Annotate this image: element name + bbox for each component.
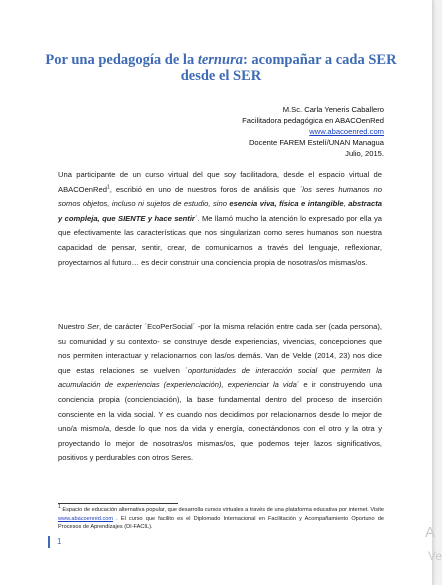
document-date: Julio, 2015. xyxy=(345,149,384,158)
document-title xyxy=(40,52,402,84)
footnote-number: 1 xyxy=(58,504,61,511)
author-website-link[interactable]: www.abacoenred.com xyxy=(309,127,384,136)
p1-quote-1: ´los seres humanos no somos objetos, incluso ni sujetos de estudio, sino xyxy=(58,184,382,209)
p1-quote-end: ´ xyxy=(194,213,198,223)
author-affiliation: Docente FAREM Estelí/UNAN Managua xyxy=(248,138,384,147)
footnote-link[interactable]: www.abacoenred.com xyxy=(58,515,114,522)
title-part-1: Por una pedagogía de la xyxy=(45,52,198,68)
title-part-2: : acompañar a cada SER desde el SER xyxy=(180,52,397,84)
page-number-bar xyxy=(48,536,50,548)
watermark-line-1: A xyxy=(425,524,436,541)
p2-text-1: Nuestro xyxy=(58,322,88,331)
p2-text-2: , de carácter ´EcoPerSocial´ -por la misma relación entre cada ser (cada persona), su comunidad y su contexto- se construye desde experiencias, vivencias, concepciones que nos permiten interactuar y relacionarnos con las/os demás. Van de Velde (2014, 23) nos dice que estas relaciones se vuelven ´ xyxy=(58,322,383,375)
p1-quote-bold-1: esencia viva, física e intangible xyxy=(229,199,344,209)
paragraph-2 xyxy=(58,320,382,466)
author-block xyxy=(242,104,384,159)
p1-text-3: . Me llamó mucho la atención lo expresado por ella ya que efectivamente las características que nos singularizan como seres humanos son nuestra capacidad de pensar, sentir, crear, de comunicarnos a través del lenguaje, reflexionar, proyectarnos al futuro… es decir construir una conciencia propia de nosotras/os mismas/os. xyxy=(58,213,382,267)
paragraph-1 xyxy=(58,168,382,270)
p1-quote-bold-2: abstracta y compleja, que SIENTE y hace sentir xyxy=(58,199,382,223)
p1-quote-sep: , xyxy=(343,199,349,209)
footnote-ref[interactable]: 1 xyxy=(106,184,110,191)
footnote-text-1: Espacio de educación alternativa popular, que desarrolla cursos virtuales a través de una plataforma educativa por internet. Visite xyxy=(60,507,384,513)
p2-ser: Ser xyxy=(87,322,99,331)
footnote-divider xyxy=(58,503,178,504)
footnote-text-2: . El curso que facilito es el Diplomado Internacional en Facilitación y Acompañamiento Oportuno de Procesos de Aprendizajes (DI-FACIL). xyxy=(58,515,384,531)
page-number: 1 xyxy=(57,537,62,546)
title-emphasis: ternura xyxy=(197,52,243,68)
p1-text-1: Una participante de un curso virtual del que soy facilitadora, desde el espacio virtual de ABACOenRed xyxy=(58,170,382,194)
watermark-line-2: Ve xyxy=(428,549,442,563)
p2-text-3: ´ e ir construyendo una conciencia propia (concienciación), la base fundamental dentro del proceso de inserción consciente en la vida social. Y es cuando nos decidimos por relacionarnos desde lo mejor de uno/a mismo/a, desde lo que nos da vida y energía, conectándonos con el otro y la otra y proyectando lo mejor de nosotras/os mismas/os, que podemos tejer lazos significativos, positivos y perdurables con otros Seres. xyxy=(58,380,383,463)
author-name: M.Sc. Carla Yeneris Caballero xyxy=(282,105,384,114)
p2-quote: oportunidades de interacción social que permiten la acumulación de experiencias (experienciación), experienciar la vida xyxy=(58,365,382,390)
footnote xyxy=(58,506,384,532)
author-role: Facilitadora pedagógica en ABACOenRed xyxy=(242,116,384,125)
p1-text-2: , escribió en uno de nuestros foros de análisis que xyxy=(109,184,300,194)
